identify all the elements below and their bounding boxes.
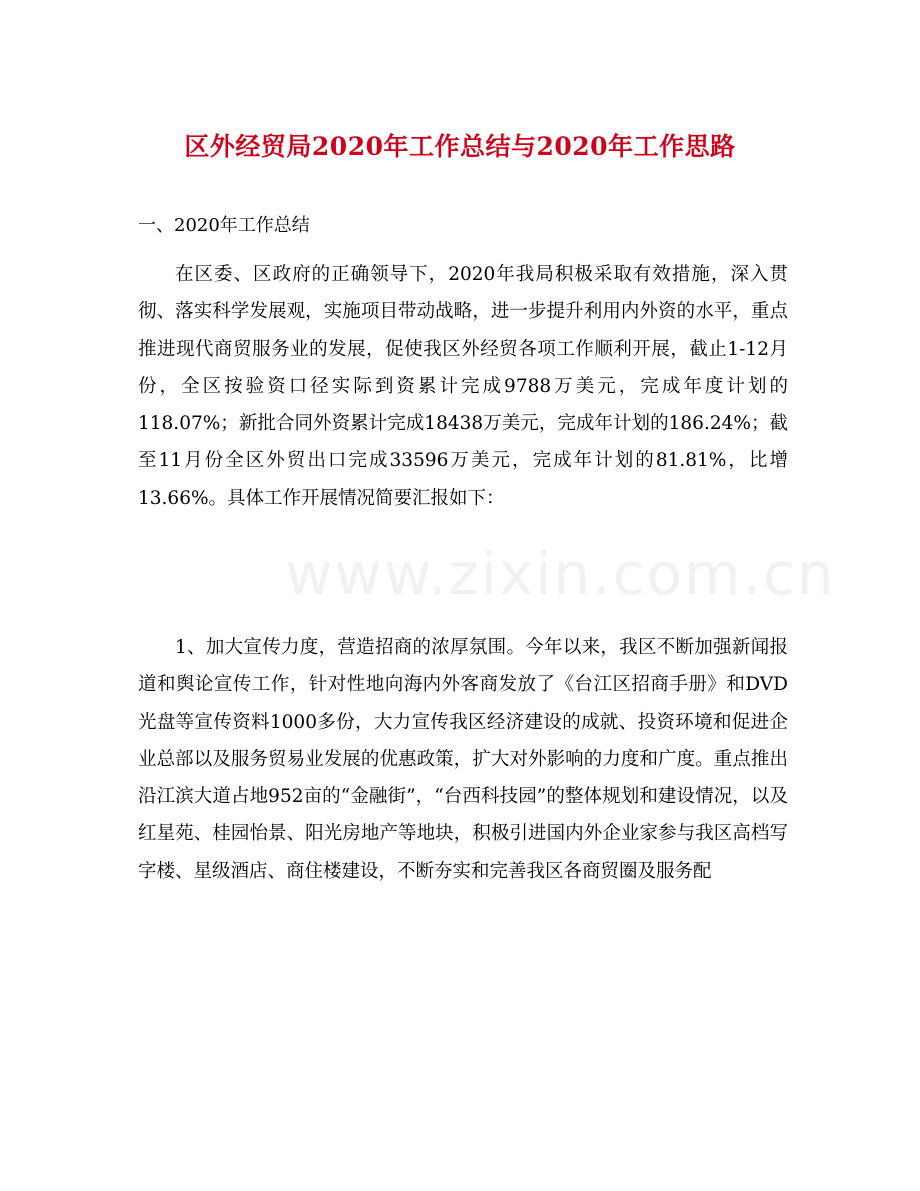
section-heading: 一、2020年工作总结 xyxy=(138,215,310,236)
document-title: 区外经贸局2020年工作总结与2020年工作思路 xyxy=(184,132,736,161)
body-paragraph: 在区委、区政府的正确领导下，2020年我局积极采取有效措施，深入贯彻、落实科学发展观，实施项目带动战略，进一步提升利用内外资的水平，重点推进现代商贸服务业的发展，促使我区外经贸各项工作顺利开展，截止1-12月份，全区按验资口径实际到资累计完成9788万美元，完成年度计划的118.07%；新批合同外资累计完成18438万美元，完成年计划的186.24%；截至11月份全区外贸出口完成33596万美元，完成年计划的81.81%，比增13.66%。具体工作开展情况简要汇报如下： xyxy=(138,264,788,509)
body-paragraph: 1、加大宣传力度，营造招商的浓厚氛围。今年以来，我区不断加强新闻报道和舆论宣传工作，针对性地向海内外客商发放了《台江区招商手册》和DVD光盘等宣传资料1000多份，大力宣传我区经济建设的成就、投资环境和促进企业总部以及服务贸易业发展的优惠政策，扩大对外影响的力度和广度。重点推出沿江滨大道占地952亩的“金融街”，“台西科技园”的整体规划和建设情况，以及红星苑、桂园怡景、阳光房地产等地块，积极引进国内外企业家参与我区高档写字楼、星级酒店、商住楼建设，不断夯实和完善我区各商贸圈及服务配 xyxy=(138,637,788,882)
watermark: www.zixin.com.cn xyxy=(285,540,836,608)
